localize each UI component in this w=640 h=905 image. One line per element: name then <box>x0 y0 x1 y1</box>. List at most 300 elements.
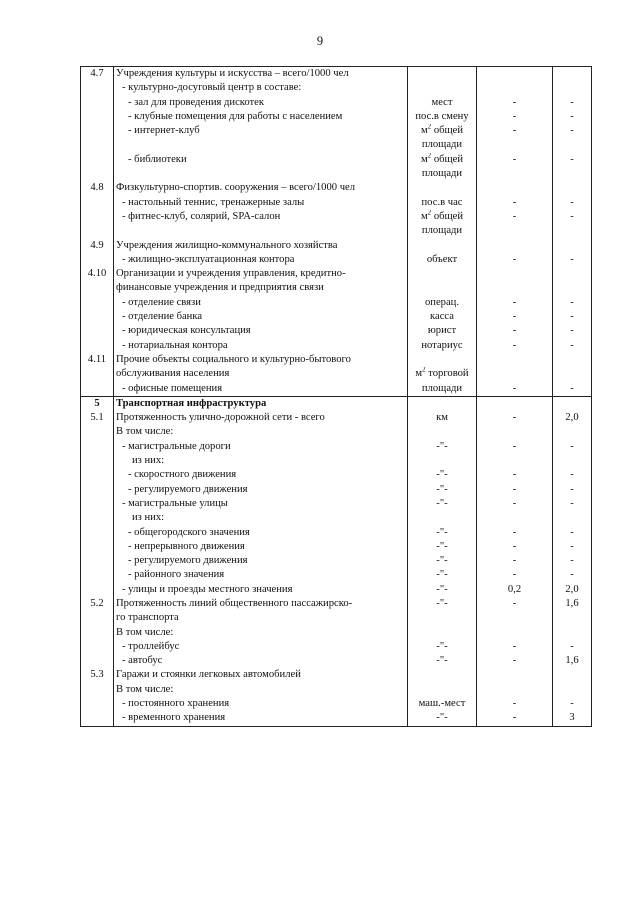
page-number: 9 <box>316 34 324 48</box>
row-number <box>81 367 114 381</box>
unit-text: -"- <box>436 497 448 509</box>
row-value-existing <box>477 138 553 152</box>
row-number <box>81 296 114 310</box>
row-value-design <box>553 267 592 281</box>
unit-tail: общей <box>431 153 464 165</box>
row-value-existing: 0,2 <box>477 583 553 597</box>
unit-superscript: 2 <box>427 124 432 131</box>
row-unit <box>408 181 477 195</box>
unit-text: -"- <box>436 712 448 724</box>
row-unit <box>408 654 477 668</box>
row-unit <box>408 239 477 253</box>
row-unit <box>408 697 477 711</box>
row-value-existing: - <box>477 640 553 654</box>
table-row <box>81 468 592 482</box>
row-value-existing: - <box>477 483 553 497</box>
row-value-design <box>553 611 592 625</box>
unit-text: -"- <box>436 640 448 652</box>
row-value-existing <box>477 81 553 95</box>
row-value-existing <box>477 67 553 82</box>
row-value-existing: - <box>477 253 553 267</box>
row-value-design: 3 <box>553 711 592 726</box>
unit-text: м <box>420 210 428 222</box>
row-value-design <box>553 367 592 381</box>
row-unit <box>408 626 477 640</box>
row-value-design: - <box>553 568 592 582</box>
table-row <box>81 611 592 625</box>
row-name: - настольный теннис, тренажерные залы <box>114 196 408 210</box>
row-unit <box>408 554 477 568</box>
row-value-design: 2,0 <box>553 583 592 597</box>
row-name: - улицы и проезды местного значения <box>114 583 408 597</box>
unit-text: маш.-мест <box>418 698 466 710</box>
row-unit <box>408 253 477 267</box>
row-value-design <box>553 239 592 253</box>
table-row <box>81 124 592 138</box>
row-number <box>81 382 114 397</box>
row-value-design: - <box>553 110 592 124</box>
row-name: - троллейбус <box>114 640 408 654</box>
row-name: В том числе: <box>114 683 408 697</box>
row-unit <box>408 353 477 367</box>
row-value-design <box>553 181 592 195</box>
table-row <box>81 324 592 338</box>
row-name: - непрерывного движения <box>114 540 408 554</box>
row-unit <box>408 396 477 411</box>
row-number <box>81 324 114 338</box>
row-value-existing: - <box>477 654 553 668</box>
row-number <box>81 454 114 468</box>
row-number <box>81 540 114 554</box>
row-name: Организации и учреждения управления, кредитно- <box>114 267 408 281</box>
row-unit <box>408 267 477 281</box>
row-value-existing: - <box>477 526 553 540</box>
row-number <box>81 568 114 582</box>
row-number: 4.10 <box>81 267 114 281</box>
row-name: - отделение банка <box>114 310 408 324</box>
row-value-design: - <box>553 540 592 554</box>
table-row <box>81 81 592 95</box>
row-value-existing <box>477 611 553 625</box>
unit-text: -"- <box>436 483 448 495</box>
row-name: - временного хранения <box>114 711 408 726</box>
row-unit <box>408 583 477 597</box>
row-value-existing <box>477 281 553 295</box>
row-value-design <box>553 511 592 525</box>
row-number <box>81 468 114 482</box>
table-row <box>81 526 592 540</box>
row-unit <box>408 568 477 582</box>
table-row <box>81 296 592 310</box>
table-row <box>81 267 592 281</box>
row-value-existing <box>477 367 553 381</box>
row-number <box>81 526 114 540</box>
row-unit <box>408 683 477 697</box>
row-value-design <box>553 67 592 82</box>
unit-text: -"- <box>436 540 448 552</box>
table-row <box>81 583 592 597</box>
unit-text: касса <box>430 311 454 323</box>
row-unit <box>408 511 477 525</box>
row-unit <box>408 367 477 381</box>
row-value-existing: - <box>477 210 553 224</box>
row-value-design <box>553 396 592 411</box>
row-unit <box>408 310 477 324</box>
table-row <box>81 167 592 181</box>
row-value-design <box>553 668 592 682</box>
unit-tail: торговой <box>425 368 469 380</box>
row-value-design: - <box>553 483 592 497</box>
row-value-existing <box>477 396 553 411</box>
row-name: Прочие объекты социального и культурно-бытового <box>114 353 408 367</box>
row-value-design <box>553 425 592 439</box>
table-row <box>81 683 592 697</box>
row-value-existing <box>477 683 553 697</box>
row-number <box>81 683 114 697</box>
row-number <box>81 210 114 224</box>
row-name: Учреждения жилищно-коммунального хозяйства <box>114 239 408 253</box>
unit-superscript: 2 <box>427 152 432 160</box>
row-unit <box>408 540 477 554</box>
row-number <box>81 583 114 597</box>
row-value-design <box>553 281 592 295</box>
row-value-existing <box>477 224 553 238</box>
row-value-existing: - <box>477 440 553 454</box>
unit-text: операц. <box>425 296 459 308</box>
row-unit <box>408 81 477 95</box>
row-name: - фитнес-клуб, солярий, SPA-салон <box>114 210 408 224</box>
unit-text: м <box>420 125 428 137</box>
row-value-existing <box>477 181 553 195</box>
table-row <box>81 310 592 324</box>
row-value-existing <box>477 668 553 682</box>
row-value-existing <box>477 511 553 525</box>
row-name: - культурно-досуговый центр в составе: <box>114 81 408 95</box>
row-value-design <box>553 81 592 95</box>
row-value-existing: - <box>477 382 553 397</box>
row-number <box>81 440 114 454</box>
row-unit <box>408 124 477 138</box>
row-name: - скоростного движения <box>114 468 408 482</box>
row-value-design: - <box>553 382 592 397</box>
row-value-design: - <box>553 310 592 324</box>
row-number <box>81 253 114 267</box>
row-value-design: 1,6 <box>553 654 592 668</box>
table-row <box>81 210 592 224</box>
row-value-design: - <box>553 124 592 138</box>
table-row <box>81 540 592 554</box>
row-value-design: - <box>553 196 592 210</box>
row-number <box>81 196 114 210</box>
row-value-design: - <box>553 497 592 511</box>
row-value-existing <box>477 425 553 439</box>
row-number <box>81 497 114 511</box>
unit-tail: общей <box>431 210 464 222</box>
row-number <box>81 138 114 152</box>
row-value-existing <box>477 267 553 281</box>
table-row <box>81 711 592 726</box>
unit-text: площади <box>421 168 463 180</box>
row-value-existing: - <box>477 597 553 611</box>
table-row <box>81 67 592 82</box>
unit-text: -"- <box>436 597 448 609</box>
table-row <box>81 483 592 497</box>
row-unit <box>408 96 477 110</box>
row-value-existing: - <box>477 296 553 310</box>
table-row <box>81 697 592 711</box>
table-row <box>81 138 592 152</box>
row-value-existing: - <box>477 540 553 554</box>
table-row <box>81 396 592 411</box>
unit-text: мест <box>431 96 453 108</box>
row-value-existing: - <box>477 468 553 482</box>
row-value-existing: - <box>477 339 553 353</box>
row-name: - регулируемого движения <box>114 483 408 497</box>
table-row <box>81 239 592 253</box>
row-name: из них: <box>114 511 408 525</box>
table-row <box>81 110 592 124</box>
row-number <box>81 96 114 110</box>
row-value-existing: - <box>477 711 553 726</box>
row-number: 5 <box>81 396 114 411</box>
row-name: - клубные помещения для работы с населением <box>114 110 408 124</box>
table-row <box>81 654 592 668</box>
row-value-design: - <box>553 210 592 224</box>
row-name: го транспорта <box>114 611 408 625</box>
row-name: - интернет-клуб <box>114 124 408 138</box>
row-number: 5.3 <box>81 668 114 682</box>
row-name: Физкультурно-спортив. сооружения – всего/1000 чел <box>114 181 408 195</box>
row-name <box>114 138 408 152</box>
row-unit <box>408 339 477 353</box>
row-value-existing: - <box>477 568 553 582</box>
row-number <box>81 697 114 711</box>
row-value-design: - <box>553 468 592 482</box>
row-value-design: - <box>553 153 592 167</box>
row-unit <box>408 167 477 181</box>
unit-text: площади <box>421 382 463 394</box>
row-value-existing: - <box>477 153 553 167</box>
row-name: Гаражи и стоянки легковых автомобилей <box>114 668 408 682</box>
table-row <box>81 153 592 167</box>
row-value-existing <box>477 454 553 468</box>
unit-text: -"- <box>436 583 448 595</box>
row-unit <box>408 411 477 425</box>
row-value-design: - <box>553 440 592 454</box>
row-unit <box>408 640 477 654</box>
table-body <box>81 67 592 727</box>
table-row <box>81 454 592 468</box>
unit-text: пос.в смену <box>415 110 469 122</box>
unit-text: объект <box>426 253 458 265</box>
row-unit <box>408 711 477 726</box>
row-value-design: - <box>553 339 592 353</box>
row-number: 4.7 <box>81 67 114 82</box>
row-number <box>81 511 114 525</box>
row-number: 4.11 <box>81 353 114 367</box>
table-row <box>81 382 592 397</box>
row-name: из них: <box>114 454 408 468</box>
row-number <box>81 654 114 668</box>
row-number <box>81 153 114 167</box>
table-row <box>81 568 592 582</box>
row-name: - магистральные улицы <box>114 497 408 511</box>
row-name: - магистральные дороги <box>114 440 408 454</box>
row-name: - нотариальная контора <box>114 339 408 353</box>
row-number: 4.9 <box>81 239 114 253</box>
row-name: Протяженность линий общественного пассажирско- <box>114 597 408 611</box>
row-name: Учреждения культуры и искусства – всего/1000 чел <box>114 67 408 82</box>
row-value-existing <box>477 626 553 640</box>
row-unit <box>408 454 477 468</box>
row-value-existing: - <box>477 497 553 511</box>
table-row <box>81 367 592 381</box>
row-value-existing: - <box>477 124 553 138</box>
row-unit <box>408 110 477 124</box>
row-unit <box>408 281 477 295</box>
unit-text: -"- <box>436 655 448 667</box>
row-value-design: - <box>553 554 592 568</box>
row-value-design: - <box>553 640 592 654</box>
unit-text: нотариус <box>421 339 463 351</box>
row-name: - офисные помещения <box>114 382 408 397</box>
table-row <box>81 497 592 511</box>
row-number <box>81 483 114 497</box>
row-value-design <box>553 353 592 367</box>
row-value-design <box>553 224 592 238</box>
row-value-existing: - <box>477 411 553 425</box>
table-row <box>81 339 592 353</box>
row-name: - автобус <box>114 654 408 668</box>
row-name: Транспортная инфраструктура <box>114 396 408 411</box>
table-row <box>81 353 592 367</box>
row-name: - общегородского значения <box>114 526 408 540</box>
unit-text: -"- <box>436 526 448 538</box>
unit-text: м <box>415 368 423 380</box>
row-name <box>114 224 408 238</box>
table-row <box>81 597 592 611</box>
row-number <box>81 554 114 568</box>
row-number: 5.2 <box>81 597 114 611</box>
row-name: В том числе: <box>114 425 408 439</box>
row-value-design <box>553 683 592 697</box>
row-unit <box>408 440 477 454</box>
row-unit <box>408 196 477 210</box>
table-row <box>81 668 592 682</box>
row-number <box>81 626 114 640</box>
row-unit <box>408 138 477 152</box>
row-unit <box>408 526 477 540</box>
row-number: 5.1 <box>81 411 114 425</box>
table-row <box>81 640 592 654</box>
row-value-design: 1,6 <box>553 597 592 611</box>
row-value-design: - <box>553 296 592 310</box>
unit-text: пос.в час <box>421 196 463 208</box>
row-unit <box>408 296 477 310</box>
row-value-existing <box>477 167 553 181</box>
unit-text: -"- <box>436 440 448 452</box>
row-number <box>81 339 114 353</box>
row-value-design <box>553 167 592 181</box>
row-unit <box>408 483 477 497</box>
row-value-design: - <box>553 526 592 540</box>
table-row <box>81 253 592 267</box>
row-unit <box>408 468 477 482</box>
row-value-existing: - <box>477 110 553 124</box>
table-row <box>81 96 592 110</box>
indicators-table <box>80 66 592 727</box>
unit-text: -"- <box>436 555 448 567</box>
table-row <box>81 425 592 439</box>
row-value-design: - <box>553 253 592 267</box>
row-unit <box>408 210 477 224</box>
row-value-existing: - <box>477 310 553 324</box>
unit-text: -"- <box>436 469 448 481</box>
row-value-design <box>553 454 592 468</box>
row-number <box>81 167 114 181</box>
row-name <box>114 167 408 181</box>
row-value-existing: - <box>477 96 553 110</box>
row-value-existing: - <box>477 324 553 338</box>
row-value-design <box>553 138 592 152</box>
row-name: - постоянного хранения <box>114 697 408 711</box>
unit-tail: общей <box>431 125 464 137</box>
row-value-existing: - <box>477 697 553 711</box>
row-name: финансовые учреждения и предприятия связи <box>114 281 408 295</box>
row-value-design: - <box>553 697 592 711</box>
row-name: Протяженность улично-дорожной сети - всего <box>114 411 408 425</box>
table-row <box>81 411 592 425</box>
unit-text: юрист <box>427 325 457 337</box>
unit-text: м <box>420 153 428 165</box>
row-number: 4.8 <box>81 181 114 195</box>
row-value-design <box>553 626 592 640</box>
row-name: - регулируемого движения <box>114 554 408 568</box>
row-number <box>81 110 114 124</box>
table-row <box>81 196 592 210</box>
row-number <box>81 81 114 95</box>
row-name: - отделение связи <box>114 296 408 310</box>
unit-text: площади <box>421 225 463 237</box>
row-unit <box>408 153 477 167</box>
row-unit <box>408 497 477 511</box>
row-number <box>81 611 114 625</box>
row-unit <box>408 382 477 397</box>
unit-text: км <box>436 412 448 424</box>
row-value-existing: - <box>477 554 553 568</box>
row-unit <box>408 597 477 611</box>
row-number <box>81 224 114 238</box>
row-number <box>81 124 114 138</box>
row-number <box>81 425 114 439</box>
unit-text: площади <box>421 139 463 151</box>
row-name: В том числе: <box>114 626 408 640</box>
table-row <box>81 511 592 525</box>
row-unit <box>408 668 477 682</box>
unit-text: -"- <box>436 569 448 581</box>
row-name: - жилищно-эксплуатационная контора <box>114 253 408 267</box>
row-number <box>81 640 114 654</box>
table-row <box>81 554 592 568</box>
row-value-design: - <box>553 96 592 110</box>
row-value-design: - <box>553 324 592 338</box>
row-name: обслуживания населения <box>114 367 408 381</box>
row-name: - библиотеки <box>114 153 408 167</box>
row-name: - юридическая консультация <box>114 324 408 338</box>
row-unit <box>408 224 477 238</box>
row-unit <box>408 67 477 82</box>
row-name: - районного значения <box>114 568 408 582</box>
